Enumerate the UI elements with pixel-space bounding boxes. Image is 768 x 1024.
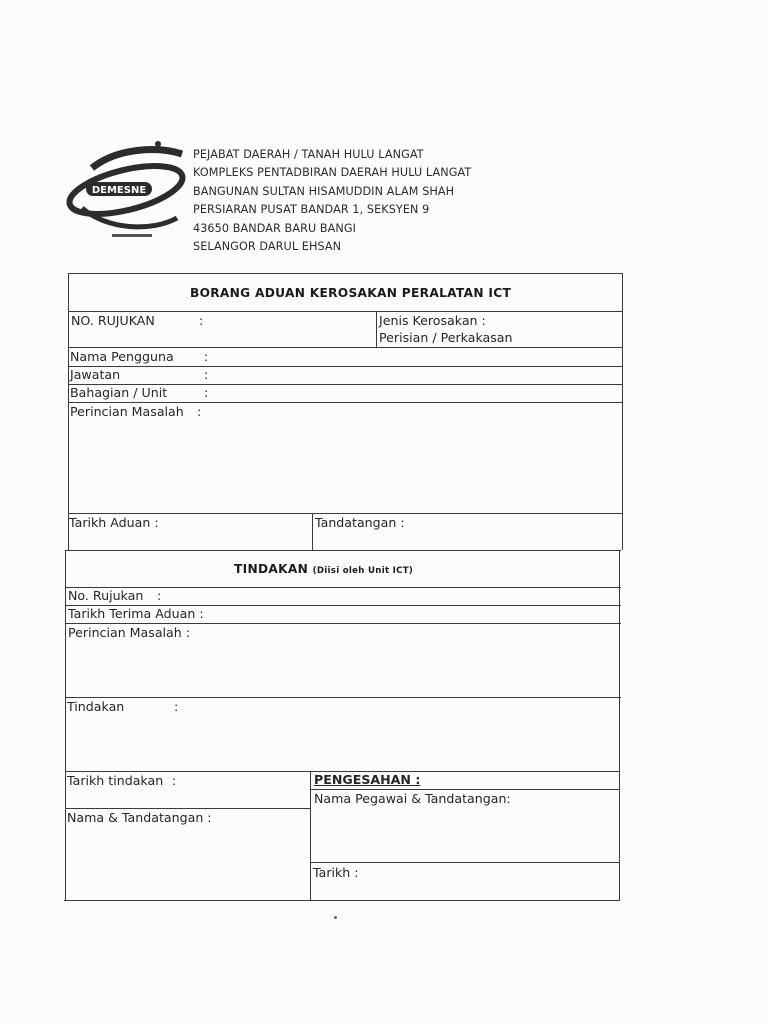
colon: : bbox=[199, 313, 204, 328]
tarikh-label: Tarikh : bbox=[313, 865, 359, 880]
divider bbox=[65, 808, 311, 809]
address-line: 43650 BANDAR BARU BANGI bbox=[193, 221, 357, 235]
colon: : bbox=[204, 385, 209, 400]
tindakan-perincian-masalah-label: Perincian Masalah : bbox=[68, 625, 190, 640]
tindakan-label: Tindakan bbox=[67, 699, 125, 714]
tarikh-tindakan-label: Tarikh tindakan bbox=[67, 773, 164, 788]
jenis-kerosakan-label: Jenis Kerosakan : bbox=[379, 313, 486, 328]
tindakan-no-rujukan-label: No. Rujukan bbox=[68, 588, 144, 603]
divider bbox=[310, 862, 620, 863]
divider bbox=[68, 311, 623, 312]
colon: : bbox=[172, 773, 177, 788]
nama-pengguna-label: Nama Pengguna bbox=[70, 349, 174, 364]
divider bbox=[68, 402, 623, 403]
tarikh-terima-aduan-label: Tarikh Terima Aduan : bbox=[68, 606, 204, 621]
divider bbox=[66, 587, 621, 588]
form-border-right-lower bbox=[619, 550, 620, 901]
colon: : bbox=[174, 699, 179, 714]
tandatangan-label: Tandatangan : bbox=[315, 515, 405, 530]
address-line: PERSIARAN PUSAT BANDAR 1, SEKSYEN 9 bbox=[193, 203, 430, 217]
divider bbox=[68, 366, 623, 367]
divider bbox=[66, 550, 621, 551]
perincian-masalah-label: Perincian Masalah bbox=[70, 404, 184, 419]
logo-text: DEMESNE bbox=[91, 185, 147, 196]
pengesahan-label: PENGESAHAN : bbox=[314, 772, 421, 787]
jawatan-label: Jawatan bbox=[70, 367, 121, 382]
perisian-perkakasan-label: Perisian / Perkakasan bbox=[379, 330, 513, 345]
divider-vertical bbox=[312, 513, 313, 550]
bahagian-unit-label: Bahagian / Unit bbox=[70, 385, 168, 400]
colon: : bbox=[204, 349, 209, 364]
address-line: PEJABAT DAERAH / TANAH HULU LANGAT bbox=[193, 148, 424, 161]
no-rujukan-label: NO. RUJUKAN bbox=[71, 313, 155, 328]
form-title: BORANG ADUAN KEROSAKAN PERALATAN ICT bbox=[190, 286, 512, 300]
form-bottom-border bbox=[64, 900, 620, 901]
divider-vertical bbox=[310, 771, 311, 900]
colon: : bbox=[157, 588, 162, 603]
nama-tandatangan-label: Nama & Tandatangan : bbox=[67, 810, 212, 825]
colon: : bbox=[197, 404, 202, 419]
divider bbox=[68, 513, 623, 514]
divider bbox=[66, 623, 621, 624]
scan-mark bbox=[334, 916, 337, 919]
divider-vertical bbox=[376, 311, 377, 347]
colon: : bbox=[204, 367, 209, 382]
tindakan-title bbox=[234, 562, 413, 576]
nama-pegawai-label: Nama Pegawai & Tandatangan: bbox=[314, 791, 511, 806]
address-line: KOMPLEKS PENTADBIRAN DAERAH HULU LANGAT bbox=[193, 166, 472, 180]
divider bbox=[68, 347, 623, 348]
form-border-left bbox=[68, 273, 69, 550]
address-line: BANGUNAN SULTAN HISAMUDDIN ALAM SHAH bbox=[193, 184, 455, 198]
divider bbox=[66, 697, 621, 698]
form-border-left-lower bbox=[65, 550, 66, 901]
tindakan-subtitle: (Diisi oleh Unit ICT) bbox=[312, 566, 414, 576]
form-border-right bbox=[622, 273, 623, 550]
tarikh-aduan-label: Tarikh Aduan : bbox=[69, 515, 159, 530]
form-top-border bbox=[68, 273, 623, 274]
divider bbox=[310, 789, 620, 790]
tindakan-title-text: TINDAKAN bbox=[234, 562, 309, 576]
address-line: SELANGOR DARUL EHSAN bbox=[193, 240, 342, 254]
